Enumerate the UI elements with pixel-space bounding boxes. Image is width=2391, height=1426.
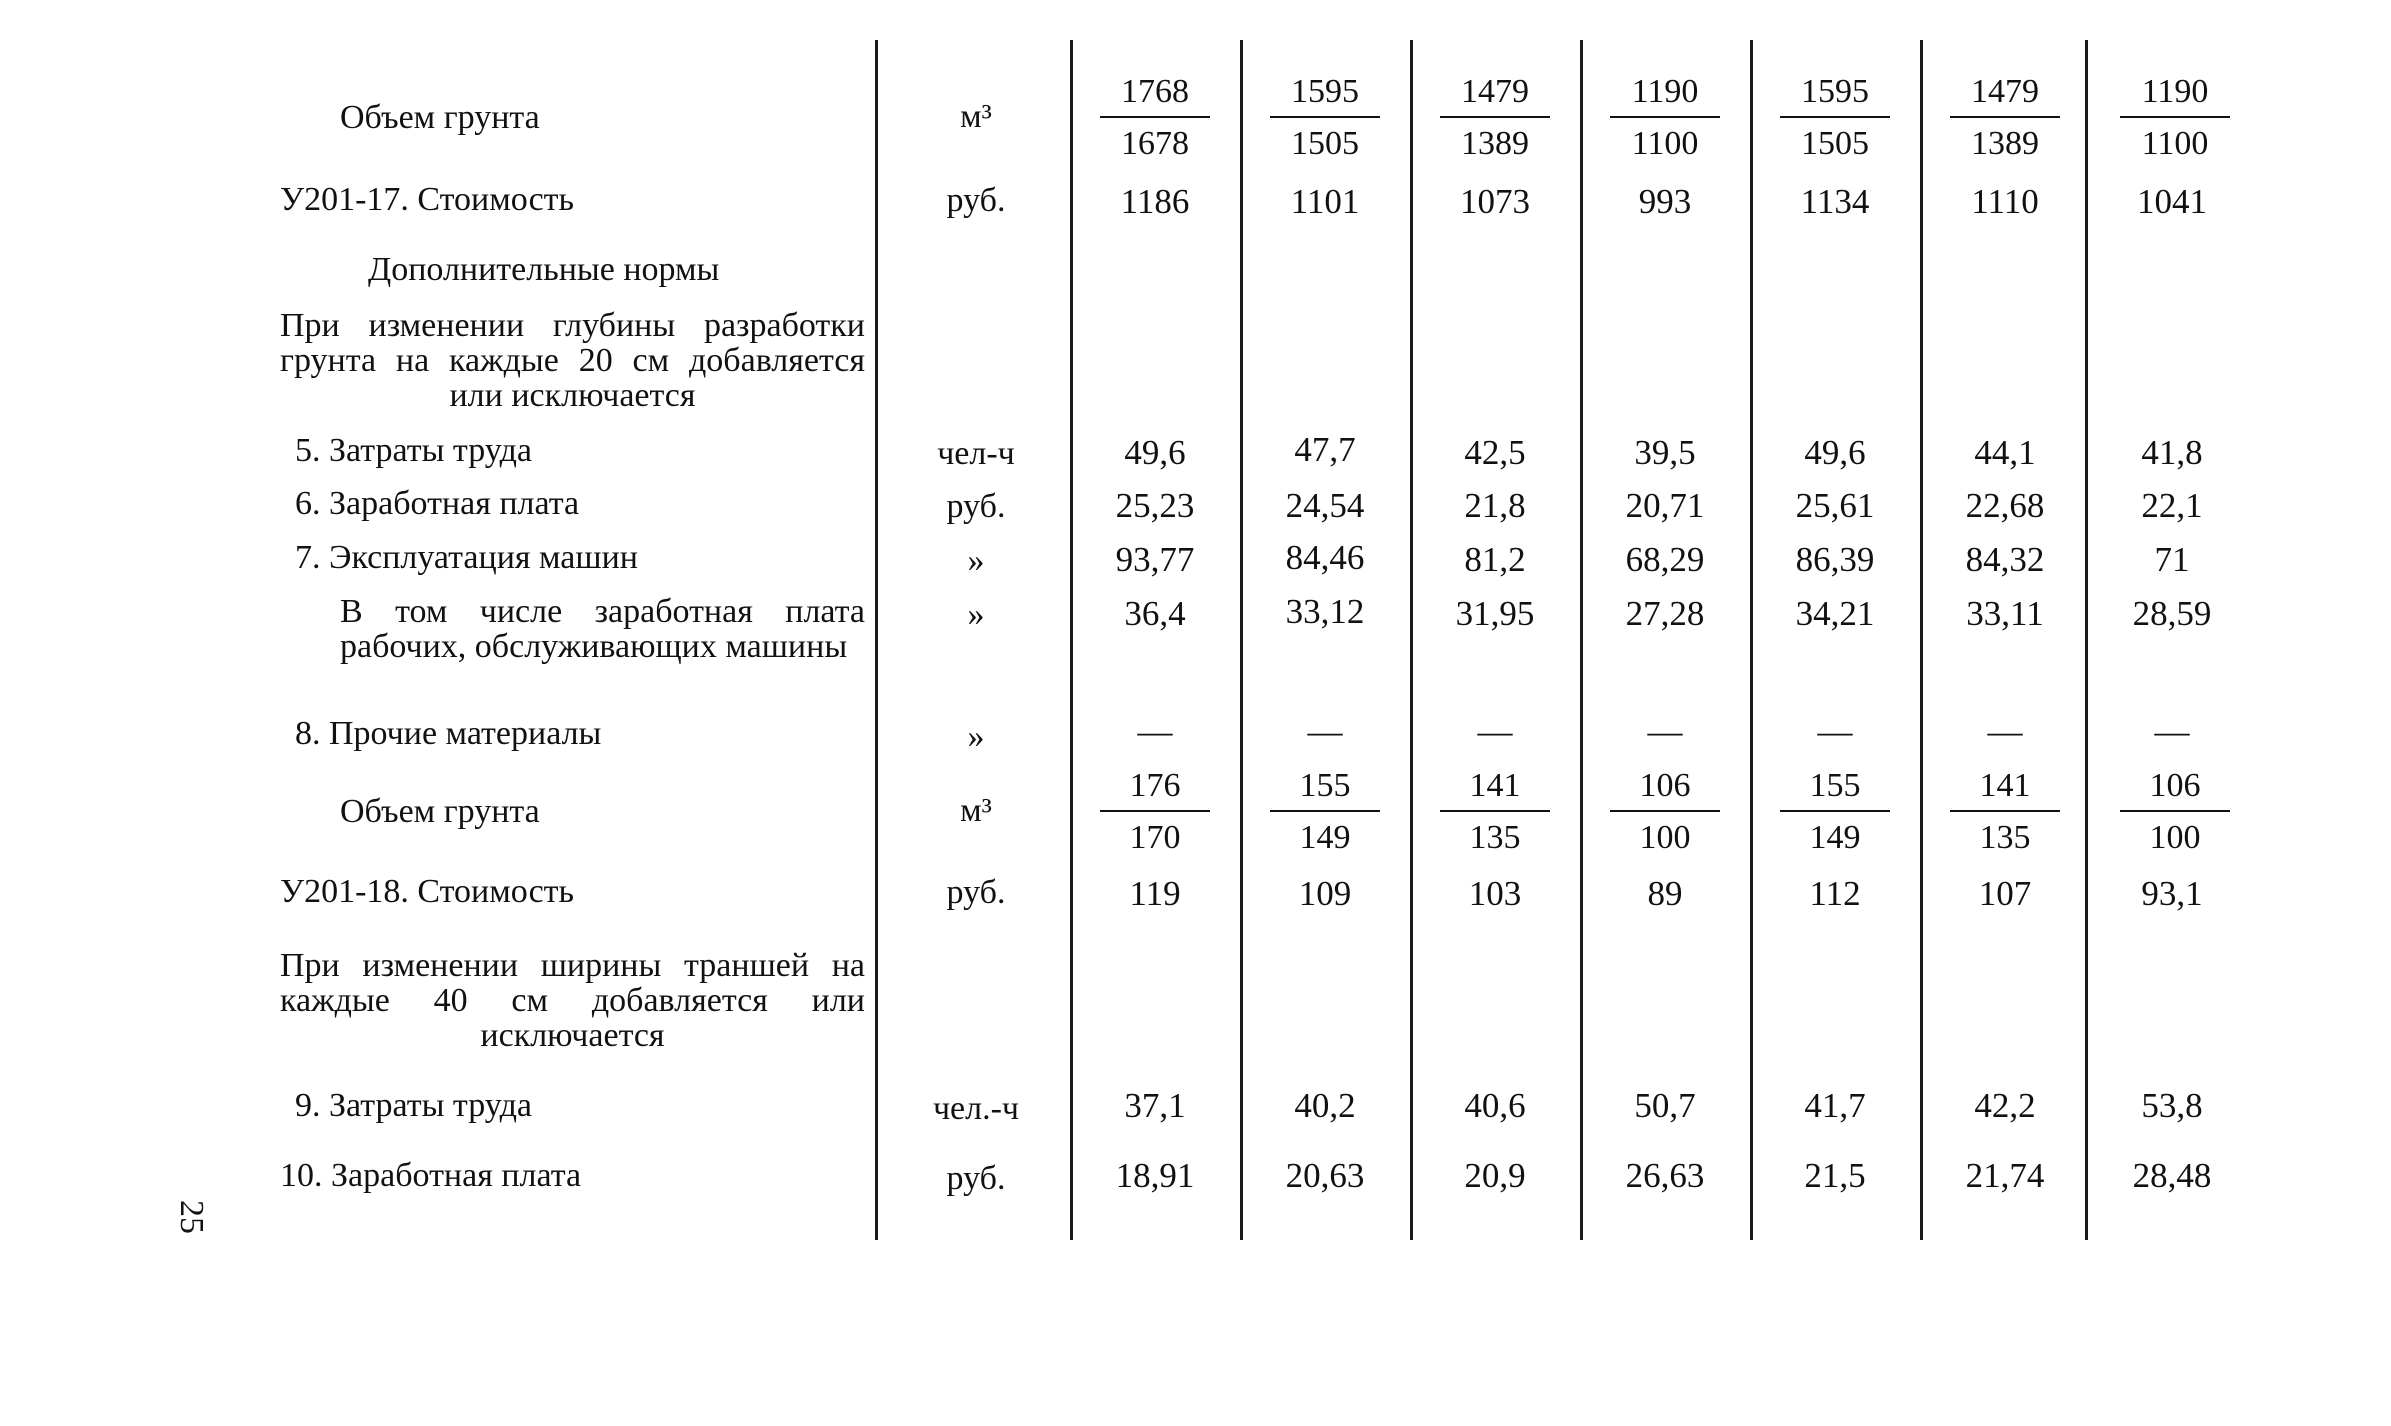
value-cell: — xyxy=(1647,712,1683,751)
value-cell: 71 xyxy=(2154,540,2190,579)
value-cell: 53,8 xyxy=(2141,1086,2203,1125)
fraction-cell: 1479 1389 xyxy=(1440,74,1550,162)
value-cell: 50,7 xyxy=(1634,1086,1696,1125)
value-cell: 49,6 xyxy=(1124,433,1186,472)
value-cell: — xyxy=(1477,712,1513,751)
row-unit: » xyxy=(967,718,985,755)
value-cell: 22,1 xyxy=(2141,486,2203,525)
row-label: Объем грунта xyxy=(340,793,540,830)
note-text: При изменении ширины траншей на каждые 40 см добавляется или исключается xyxy=(280,947,865,1054)
row-unit: м³ xyxy=(960,792,992,829)
column-rule xyxy=(1070,40,1073,1240)
value-cell: 993 xyxy=(1638,182,1692,221)
value-cell: 112 xyxy=(1809,874,1861,913)
value-cell: 89 xyxy=(1647,874,1683,913)
value-cell: 93,1 xyxy=(2141,874,2203,913)
fraction-cell: 1479 1389 xyxy=(1950,74,2060,162)
row-label: В том числе заработная плата рабочих, обслуживающих машины xyxy=(340,593,865,665)
value-cell: 84,46 xyxy=(1285,538,1365,577)
value-cell: 22,68 xyxy=(1965,486,2045,525)
fraction-cell: 176 170 xyxy=(1100,768,1210,856)
fraction-cell: 155 149 xyxy=(1270,768,1380,856)
value-cell: 27,28 xyxy=(1625,594,1705,633)
value-cell: 40,2 xyxy=(1294,1086,1356,1125)
row-label: 9. Затраты труда xyxy=(295,1087,533,1124)
value-cell: 26,63 xyxy=(1625,1156,1705,1195)
fraction-cell: 141 135 xyxy=(1950,768,2060,856)
value-cell: 20,63 xyxy=(1285,1156,1365,1195)
value-cell: 41,7 xyxy=(1804,1086,1866,1125)
value-cell: 33,12 xyxy=(1285,592,1365,631)
value-cell: 1110 xyxy=(1971,182,2039,221)
value-cell: 1134 xyxy=(1800,182,1870,221)
value-cell: 84,32 xyxy=(1965,540,2045,579)
value-cell: 20,9 xyxy=(1464,1156,1526,1195)
value-cell: 18,91 xyxy=(1115,1156,1195,1195)
row-label: 5. Затраты труда xyxy=(295,432,533,469)
value-cell: 28,48 xyxy=(2132,1156,2212,1195)
value-cell: — xyxy=(1817,712,1853,751)
value-cell: 47,7 xyxy=(1294,430,1356,469)
fraction-cell: 155 149 xyxy=(1780,768,1890,856)
value-cell: 40,6 xyxy=(1464,1086,1526,1125)
value-cell: 44,1 xyxy=(1974,433,2036,472)
value-cell: 49,6 xyxy=(1804,433,1866,472)
value-cell: 24,54 xyxy=(1285,486,1365,525)
fraction-cell: 1595 1505 xyxy=(1780,74,1890,162)
value-cell: 39,5 xyxy=(1634,433,1696,472)
value-cell: 33,11 xyxy=(1966,594,2044,633)
row-unit: » xyxy=(967,542,985,579)
value-cell: 25,23 xyxy=(1115,486,1195,525)
column-rule xyxy=(1240,40,1243,1240)
row-unit: руб. xyxy=(946,874,1006,911)
row-unit: м³ xyxy=(960,98,992,135)
value-cell: 1101 xyxy=(1290,182,1360,221)
row-unit: чел-ч xyxy=(937,435,1015,472)
value-cell: 1073 xyxy=(1460,182,1530,221)
value-cell: 37,1 xyxy=(1124,1086,1186,1125)
fraction-cell: 106 100 xyxy=(2120,768,2230,856)
value-cell: 20,71 xyxy=(1625,486,1705,525)
value-cell: 86,39 xyxy=(1795,540,1875,579)
row-unit: » xyxy=(967,596,985,633)
row-unit: руб. xyxy=(946,1160,1006,1197)
row-unit: чел.-ч xyxy=(932,1090,1020,1127)
value-cell: 81,2 xyxy=(1464,540,1526,579)
value-cell: 109 xyxy=(1298,874,1352,913)
section-heading: Дополнительные нормы xyxy=(368,251,720,288)
value-cell: 28,59 xyxy=(2132,594,2212,633)
value-cell: 107 xyxy=(1978,874,2032,913)
row-unit: руб. xyxy=(946,488,1006,525)
value-cell: 21,74 xyxy=(1965,1156,2045,1195)
row-label: У201-18. Стоимость xyxy=(280,873,575,910)
value-cell: 1041 xyxy=(2137,182,2207,221)
column-rule xyxy=(875,40,878,1240)
row-label: 10. Заработная плата xyxy=(280,1157,582,1194)
value-cell: 34,21 xyxy=(1795,594,1875,633)
value-cell: 68,29 xyxy=(1625,540,1705,579)
column-rule xyxy=(1410,40,1413,1240)
column-rule xyxy=(1920,40,1923,1240)
value-cell: — xyxy=(1307,712,1343,751)
value-cell: 103 xyxy=(1468,874,1522,913)
row-label: 7. Эксплуатация машин xyxy=(295,539,638,576)
fraction-cell: 1190 1100 xyxy=(1610,74,1720,162)
value-cell: 119 xyxy=(1129,874,1181,913)
value-cell: 42,5 xyxy=(1464,433,1526,472)
fraction-cell: 106 100 xyxy=(1610,768,1720,856)
column-rule xyxy=(1750,40,1753,1240)
value-cell: 93,77 xyxy=(1115,540,1195,579)
fraction-cell: 1768 1678 xyxy=(1100,74,1210,162)
value-cell: — xyxy=(1137,712,1173,751)
fraction-cell: 1190 1100 xyxy=(2120,74,2230,162)
note-text: При изменении глубины разработки грунта на каждые 20 см добавляется или исключается xyxy=(280,307,865,414)
row-label: 6. Заработная плата xyxy=(295,485,580,522)
column-rule xyxy=(2085,40,2088,1240)
value-cell: — xyxy=(2154,712,2190,751)
value-cell: — xyxy=(1987,712,2023,751)
value-cell: 21,5 xyxy=(1804,1156,1866,1195)
row-label: У201-17. Стоимость xyxy=(280,181,575,218)
value-cell: 25,61 xyxy=(1795,486,1875,525)
fraction-cell: 141 135 xyxy=(1440,768,1550,856)
value-cell: 41,8 xyxy=(2141,433,2203,472)
value-cell: 42,2 xyxy=(1974,1086,2036,1125)
fraction-cell: 1595 1505 xyxy=(1270,74,1380,162)
row-label: 8. Прочие материалы xyxy=(295,715,602,752)
page-number: 25 xyxy=(173,1200,210,1234)
value-cell: 1186 xyxy=(1120,182,1190,221)
value-cell: 31,95 xyxy=(1455,594,1535,633)
value-cell: 21,8 xyxy=(1464,486,1526,525)
row-label: Объем грунта xyxy=(340,99,540,136)
row-unit: руб. xyxy=(946,182,1006,219)
column-rule xyxy=(1580,40,1583,1240)
value-cell: 36,4 xyxy=(1124,594,1186,633)
